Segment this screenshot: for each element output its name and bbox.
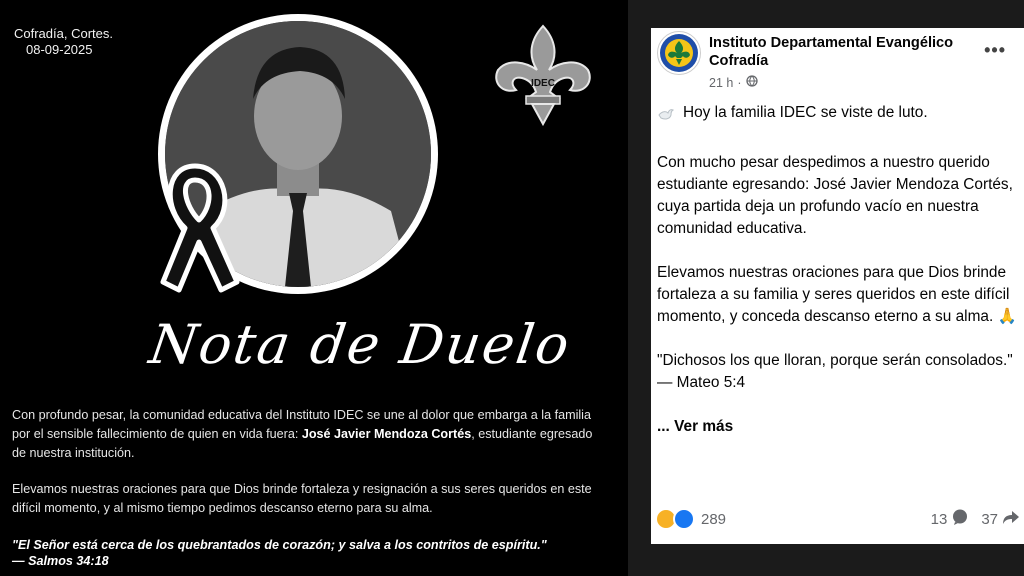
post-text [657, 102, 1017, 460]
nota-de-duelo-title: Nota de Duelo [145, 313, 575, 376]
facebook-post [651, 28, 1024, 544]
emblem-label: IDEC [531, 78, 555, 89]
post-time[interactable]: 21 h [709, 75, 734, 90]
globe-icon [746, 75, 758, 90]
quote-text: "Dichosos los que lloran, porque serán consolados." [657, 352, 1013, 369]
shares-count: 37 [981, 510, 998, 528]
like-reaction-icon [673, 508, 695, 530]
condolence-paragraph-2: Elevamos nuestras oraciones para que Dios brinde fortaleza y resignación a sus seres queridos en este difícil momento, y al mismo tiempo pedimos descanso eterno para su alma. [12, 482, 592, 515]
post-quote [657, 350, 1017, 394]
post-paragraph-3: Elevamos nuestras oraciones para que Dios brinde fortaleza a su familia y seres queridos en este difícil momento, y conceda descanso eterno a su alma. 🙏 [657, 264, 1017, 325]
page-avatar[interactable] [657, 31, 701, 75]
more-options-icon[interactable]: ••• [984, 40, 1006, 60]
date-text: 08-09-2025 [26, 42, 93, 57]
paragraph1-text: Con profundo pesar, la comunidad educativa del Instituto IDEC se une al dolor que embarga a la familia por el sensible fallecimiento de quien en vida fuera: [12, 408, 591, 441]
page-name-link[interactable]: Instituto Departamental Evangélico Cofradía [709, 35, 954, 69]
post-engagement-bar [651, 504, 1024, 534]
post-paragraph-2: Con mucho pesar despedimos a nuestro querido estudiante egresando: José Javier Mendoza Cortés, cuya partida deja un profundo vacío en nuestra comunidad educativa. [657, 154, 1013, 237]
verse-reference: — Salmos 34:18 [12, 554, 109, 568]
comment-icon [951, 508, 969, 530]
condolence-paragraph-1 [12, 406, 604, 463]
see-more-link[interactable]: ... Ver más [657, 418, 734, 435]
dove-icon [657, 102, 675, 130]
reactions-summary[interactable] [655, 508, 726, 530]
shares-stat[interactable] [981, 508, 1020, 530]
comments-stat[interactable] [931, 508, 970, 530]
paragraph1-end: , estudiante egresado de nuestra institución. [12, 427, 593, 460]
verse-text: "El Señor está cerca de los quebrantados de corazón; y salva a los contritos de espíritu." [12, 538, 547, 552]
mourning-ribbon-icon [155, 158, 243, 298]
quote-reference: — Mateo 5:4 [657, 374, 746, 391]
location-text: Cofradía, Cortes. [14, 26, 113, 41]
school-fleur-de-lis-logo [490, 22, 596, 128]
post-line-1-text: Hoy la familia IDEC se viste de luto. [683, 104, 928, 121]
post-stats [931, 508, 1020, 530]
post-line-1 [657, 102, 1017, 130]
bible-verse [12, 537, 612, 569]
location-date [14, 26, 113, 58]
student-name: José Javier Mendoza Cortés [301, 427, 472, 441]
comments-count: 13 [930, 510, 948, 528]
post-meta: 21 h · [709, 75, 758, 90]
share-icon [1002, 508, 1020, 530]
reactions-count: 289 [701, 510, 727, 528]
